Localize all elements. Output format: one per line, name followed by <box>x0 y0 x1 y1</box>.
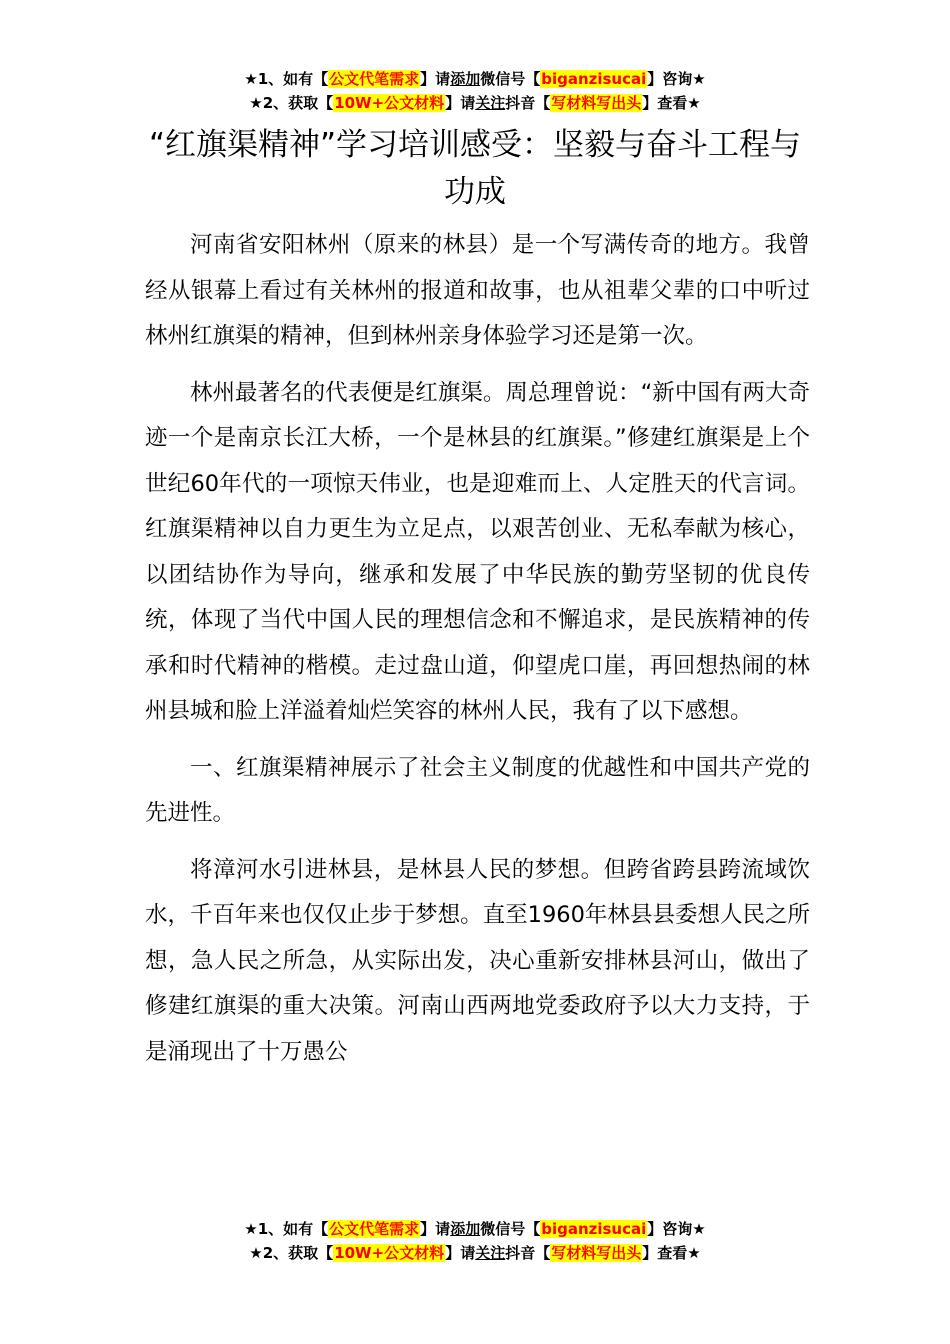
banner-text: 】请 <box>445 1244 476 1262</box>
banner-underline: 添加 <box>450 1220 481 1238</box>
paragraph: 将漳河水引进林县，是林县人民的梦想。但跨省跨县跨流域饮水，千百年来也仅仅止步于梦想。直至1960年林县县委想人民之所想，急人民之所急，从实际出发，决心重新安排林县河山，做出了修建红旗渠的重大决策。河南山西两地党委政府予以大力支持，于是涌现出了十万愚公 <box>145 856 810 1065</box>
banner-underline: 关注 <box>475 1244 506 1262</box>
banner-text: 抖音【 <box>505 94 551 112</box>
banner-line-2 <box>0 91 950 115</box>
banner-text: 抖音【 <box>505 1244 551 1262</box>
banner-text: 】请 <box>420 70 451 88</box>
banner-text: 】请 <box>420 1220 451 1238</box>
banner-highlight: biganzisucai <box>541 70 647 88</box>
header-banner <box>0 67 950 115</box>
banner-underline: 添加 <box>450 70 481 88</box>
banner-highlight: biganzisucai <box>541 1220 647 1238</box>
banner-highlight: 10W+公文材料 <box>334 1244 445 1262</box>
banner-highlight: 写材料写出头 <box>551 94 642 112</box>
banner-text: 】咨询★ <box>647 1220 706 1238</box>
banner-highlight: 公文代笔需求 <box>329 70 420 88</box>
banner-highlight: 写材料写出头 <box>551 1244 642 1262</box>
banner-highlight: 公文代笔需求 <box>329 1220 420 1238</box>
banner-text: ★2、获取【 <box>249 94 334 112</box>
banner-text: ★1、如有【 <box>244 1220 329 1238</box>
section-heading: 一、红旗渠精神展示了社会主义制度的优越性和中国共产党的先进性。 <box>145 754 810 826</box>
banner-text: 微信号【 <box>480 1220 541 1238</box>
banner-underline: 关注 <box>475 94 506 112</box>
banner-text: 】查看★ <box>642 1244 701 1262</box>
banner-highlight: 10W+公文材料 <box>334 94 445 112</box>
banner-line-1 <box>0 1217 950 1241</box>
banner-line-1 <box>0 67 950 91</box>
document-title: “红旗渠精神”学习培训感受：坚毅与奋斗工程与功成 <box>148 127 802 210</box>
document-body <box>145 223 810 1086</box>
banner-text: 】查看★ <box>642 94 701 112</box>
footer-banner <box>0 1217 950 1265</box>
banner-line-2 <box>0 1241 950 1265</box>
paragraph: 林州最著名的代表便是红旗渠。周总理曾说：“新中国有两大奇迹一个是南京长江大桥，一个是林县的红旗渠。”修建红旗渠是上个世纪60年代的一项惊天伟业，也是迎难而上、人定胜天的代言词。红旗渠精神以自力更生为立足点，以艰苦创业、无私奉献为核心，以团结协作为导向，继承和发展了中华民族的勤劳坚韧的优良传统，体现了当代中国人民的理想信念和不懈追求，是民族精神的传承和时代精神的楷模。走过盘山道，仰望虎口崖，再回想热闹的林州县城和脸上洋溢着灿烂笑容的林州人民，我有了以下感想。 <box>145 379 810 724</box>
banner-text: 】请 <box>445 94 476 112</box>
banner-text: 微信号【 <box>480 70 541 88</box>
banner-text: ★1、如有【 <box>244 70 329 88</box>
paragraph: 河南省安阳林州（原来的林县）是一个写满传奇的地方。我曾经从银幕上看过有关林州的报道和故事，也从祖辈父辈的口中听过林州红旗渠的精神，但到林州亲身体验学习还是第一次。 <box>145 232 810 349</box>
banner-text: ★2、获取【 <box>249 1244 334 1262</box>
banner-text: 】咨询★ <box>647 70 706 88</box>
